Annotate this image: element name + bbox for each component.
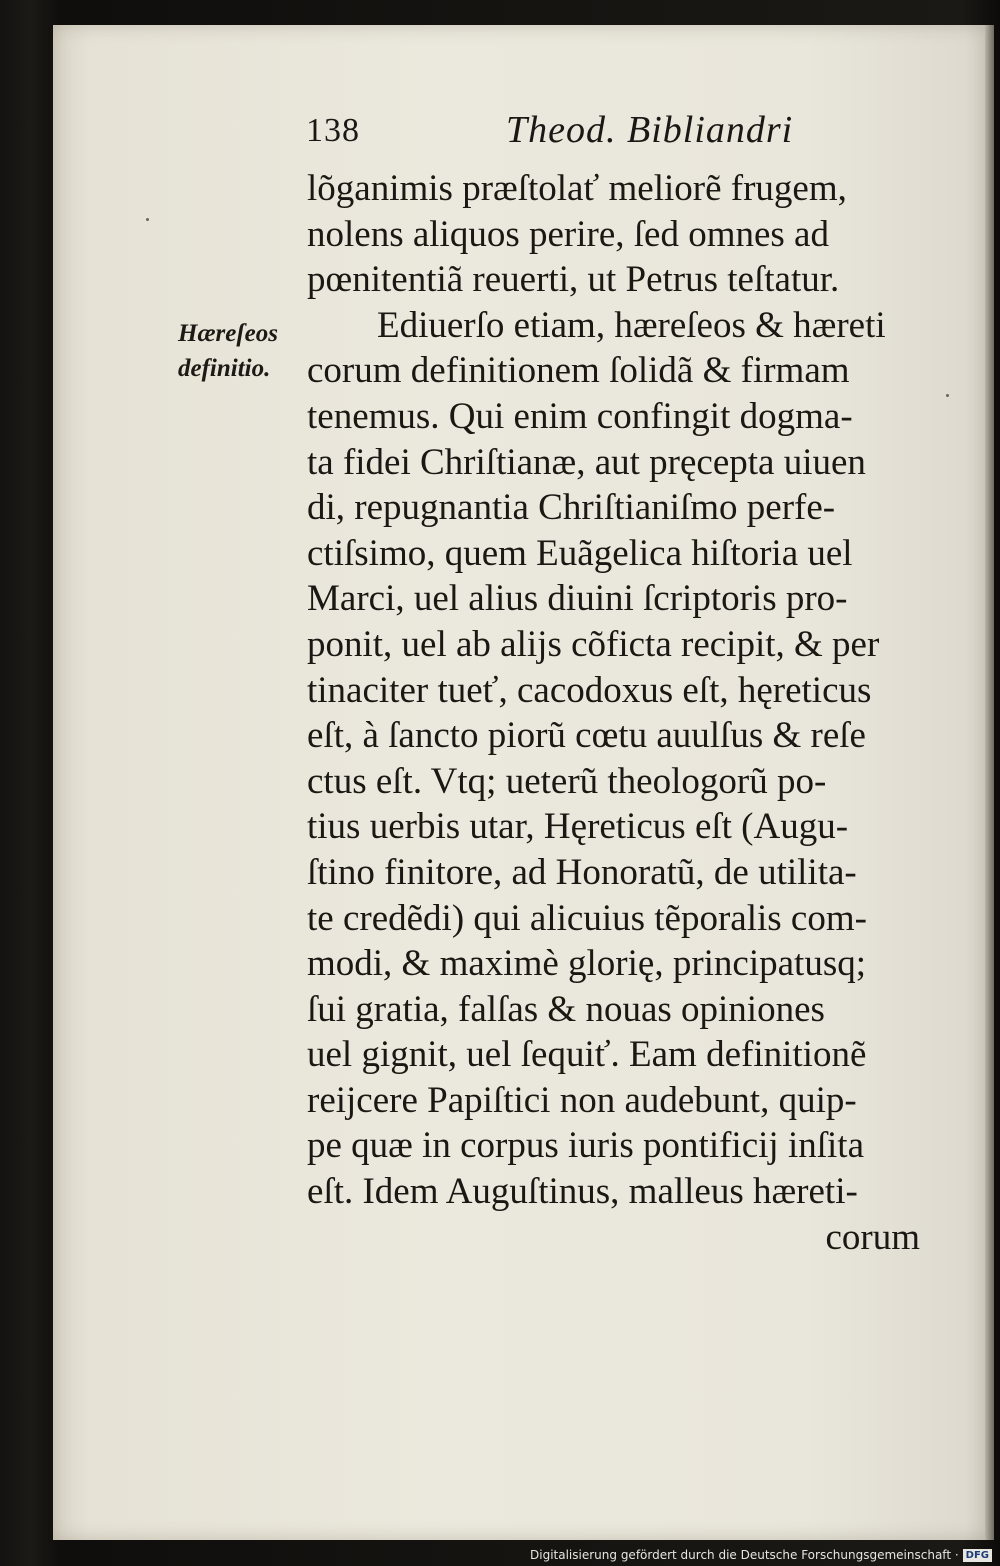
text-line: tius uerbis utar, Hęreticus eſt (Augu- bbox=[307, 806, 849, 848]
text-line: corum definitionem ſolidã & firmam bbox=[307, 350, 850, 392]
paper-speck bbox=[146, 218, 149, 221]
text-line: ctiſsimo, quem Euãgelica hiſtoria uel bbox=[307, 532, 853, 574]
text-line: lõganimis præſtolať meliorẽ frugem, bbox=[307, 168, 847, 209]
text-line: modi, & maximè glorię, principatusq; bbox=[307, 943, 867, 985]
page-header bbox=[306, 109, 826, 164]
paper-speck bbox=[946, 394, 949, 397]
text-line: tinaciter tueť, cacodoxus eſt, hęreticus bbox=[307, 669, 872, 711]
text-line: pe quæ in corpus iuris pontificij inſita bbox=[307, 1125, 864, 1167]
catchword: corum bbox=[825, 1216, 920, 1258]
running-head: Theod. Bibliandri bbox=[506, 109, 794, 151]
text-line: uel gignit, uel ſequiť. Eam definitionẽ bbox=[307, 1034, 867, 1076]
text-line: eſt, à ſancto piorũ cœtu auulſus & reſe bbox=[307, 715, 866, 757]
marginal-note-line: Hæreſeos bbox=[178, 320, 278, 347]
text-line: ponit, uel ab alijs cõficta recipit, & per bbox=[307, 623, 880, 665]
marginal-note-line: definitio. bbox=[178, 355, 271, 382]
text-line: Ediuerſo etiam, hæreſeos & hæreti bbox=[377, 304, 886, 346]
page-number: 138 bbox=[306, 112, 360, 149]
text-line: te credẽdi) qui alicuius tẽporalis com- bbox=[307, 897, 867, 939]
credit-text: Digitalisierung gefördert durch die Deutsche Forschungsgemeinschaft · bbox=[530, 1548, 959, 1562]
dfg-logo: DFG bbox=[963, 1549, 992, 1562]
text-line: Marci, uel alius diuini ſcriptoris pro- bbox=[307, 578, 848, 620]
body-text bbox=[307, 166, 932, 1260]
text-line: pœnitentiã reuerti, ut Petrus teſtatur. bbox=[307, 259, 840, 301]
marginal-note bbox=[178, 316, 296, 386]
text-line: reijcere Papiſtici non audebunt, quip- bbox=[307, 1079, 857, 1121]
text-line: ſui gratia, falſas & nouas opiniones bbox=[307, 988, 825, 1030]
text-line: eſt. Idem Auguſtinus, malleus hæreti- bbox=[307, 1171, 858, 1213]
text-line: ta fidei Chriſtianæ, aut pręcepta uiuen bbox=[307, 441, 866, 483]
text-line: ſtino finitore, ad Honoratũ, de utilita- bbox=[307, 851, 857, 893]
page-edge bbox=[985, 25, 994, 1540]
text-line: di, repugnantia Chriſtianiſmo perfe- bbox=[307, 487, 836, 529]
text-line: tenemus. Qui enim confingit dogma- bbox=[307, 395, 853, 437]
digitization-credit bbox=[530, 1548, 992, 1562]
text-line: ctus eſt. Vtq; ueterũ theologorũ po- bbox=[307, 760, 827, 802]
text-line: nolens aliquos perire, ſed omnes ad bbox=[307, 213, 829, 255]
